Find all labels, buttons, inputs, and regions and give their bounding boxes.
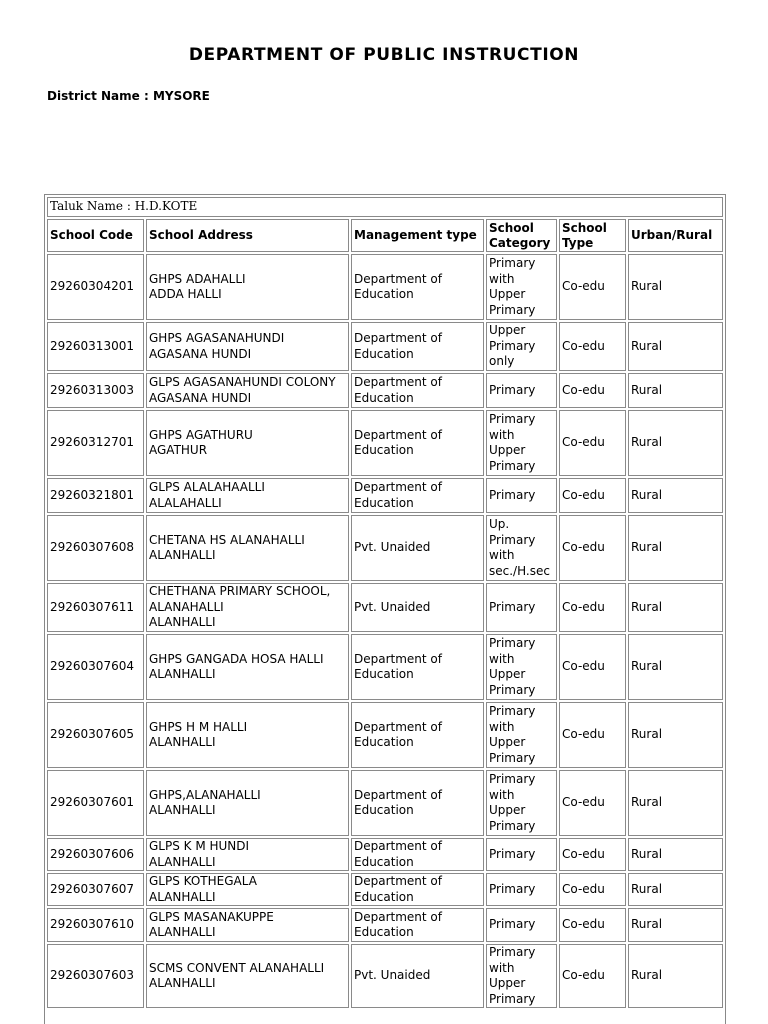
school-type-cell: Co-edu (559, 515, 626, 581)
header-management-type: Management type (351, 219, 484, 252)
school-code-cell: 29260312701 (47, 410, 144, 476)
management-type-cell: Pvt. Unaided (351, 944, 484, 1008)
management-type-cell: Pvt. Unaided (351, 515, 484, 581)
page-title: DEPARTMENT OF PUBLIC INSTRUCTION (188, 45, 580, 65)
school-code-cell: 29260307604 (47, 634, 144, 700)
management-type-cell: Department of Education (351, 873, 484, 906)
school-category-cell: Primary (486, 838, 557, 871)
village-name: ALANHALLI (149, 615, 216, 630)
school-type-cell: Co-edu (559, 410, 626, 476)
table-row (47, 770, 723, 836)
school-type-cell: Co-edu (559, 322, 626, 371)
school-code-cell: 29260307611 (47, 583, 144, 632)
village-name: ALANHALLI (149, 854, 216, 869)
school-type-cell: Co-edu (559, 908, 626, 942)
school-code-cell: 29260307603 (47, 944, 144, 1008)
school-address-cell (146, 410, 349, 476)
school-category-cell: Primary (486, 583, 557, 632)
management-type-cell: Department of Education (351, 838, 484, 871)
school-name: GLPS ALALAHAALLI (149, 480, 265, 494)
school-type-cell: Co-edu (559, 634, 626, 700)
school-code-cell: 29260321801 (47, 478, 144, 513)
school-name: GHPS ADAHALLI (149, 271, 246, 286)
school-code-cell: 29260307601 (47, 770, 144, 836)
table-row (47, 478, 723, 513)
urban-rural-cell: Rural (628, 702, 723, 768)
table-row (47, 254, 723, 320)
school-table-container (44, 194, 726, 1024)
school-category-cell: Primary (486, 373, 557, 408)
school-name: GLPS K M HUNDI (149, 839, 250, 853)
school-category-cell: Primary (486, 908, 557, 942)
school-address-cell (146, 634, 349, 700)
table-row (47, 583, 723, 632)
school-name: GHPS GANGADA HOSA HALLI (149, 651, 324, 666)
table-row (47, 838, 723, 871)
school-address-cell (146, 873, 349, 906)
school-code-cell: 29260307605 (47, 702, 144, 768)
urban-rural-cell: Rural (628, 770, 723, 836)
village-name: ALANHALLI (149, 735, 216, 749)
management-type-cell: Department of Education (351, 770, 484, 836)
urban-rural-cell: Rural (628, 908, 723, 942)
district-label: District Name : (47, 89, 153, 103)
school-type-cell: Co-edu (559, 254, 626, 320)
school-code-cell: 29260304201 (47, 254, 144, 320)
school-name: CHETHANA PRIMARY SCHOOL, ALANAHALLI (149, 584, 331, 614)
school-address-cell (146, 478, 349, 513)
urban-rural-cell: Rural (628, 515, 723, 581)
school-code-cell: 29260313003 (47, 373, 144, 408)
table-row (47, 373, 723, 408)
school-category-cell: Primary with Upper Primary (486, 770, 557, 836)
management-type-cell: Department of Education (351, 908, 484, 942)
school-name: GLPS KOTHEGALA (149, 874, 257, 888)
school-address-cell (146, 515, 349, 581)
management-type-cell: Department of Education (351, 478, 484, 513)
school-name: GLPS AGASANAHUNDI COLONY (149, 375, 336, 389)
header-school-category: School Category (486, 219, 557, 252)
school-address-cell (146, 770, 349, 836)
table-row (47, 322, 723, 371)
village-name: ALANHALLI (149, 803, 216, 817)
village-name: ADDA HALLI (149, 287, 222, 301)
district-value: MYSORE (152, 89, 210, 103)
village-name: ALALAHALLI (149, 495, 222, 510)
management-type-cell: Pvt. Unaided (351, 583, 484, 632)
urban-rural-cell: Rural (628, 944, 723, 1008)
school-address-cell (146, 908, 349, 942)
management-type-cell: Department of Education (351, 373, 484, 408)
school-code-cell: 29260307610 (47, 908, 144, 942)
table-row (47, 515, 723, 581)
village-name: ALANHALLI (149, 976, 216, 990)
urban-rural-cell: Rural (628, 373, 723, 408)
school-category-cell: Up. Primary with sec./H.sec (486, 515, 557, 581)
table-row (47, 634, 723, 700)
school-address-cell (146, 254, 349, 320)
school-name: SCMS CONVENT ALANAHALLI (149, 960, 325, 975)
taluk-row (47, 197, 723, 217)
school-type-cell: Co-edu (559, 838, 626, 871)
district-name (47, 89, 210, 103)
header-urban-rural: Urban/Rural (628, 219, 723, 252)
school-address-cell (146, 838, 349, 871)
urban-rural-cell: Rural (628, 583, 723, 632)
school-name: GLPS MASANAKUPPE (149, 909, 274, 924)
school-table (45, 195, 725, 1010)
school-address-cell (146, 583, 349, 632)
header-school-address: School Address (146, 219, 349, 252)
header-row (47, 219, 723, 252)
village-name: AGATHUR (149, 443, 208, 457)
urban-rural-cell: Rural (628, 873, 723, 906)
school-category-cell: Primary with Upper Primary (486, 944, 557, 1008)
urban-rural-cell: Rural (628, 838, 723, 871)
school-type-cell: Co-edu (559, 478, 626, 513)
school-type-cell: Co-edu (559, 873, 626, 906)
school-category-cell: Primary (486, 478, 557, 513)
table-row (47, 908, 723, 942)
village-name: ALANHALLI (149, 889, 216, 904)
school-address-cell (146, 373, 349, 408)
school-category-cell: Primary with Upper Primary (486, 634, 557, 700)
school-code-cell: 29260313001 (47, 322, 144, 371)
school-address-cell (146, 702, 349, 768)
school-name: GHPS,ALANAHALLI (149, 787, 261, 802)
school-type-cell: Co-edu (559, 583, 626, 632)
taluk-name (47, 197, 723, 217)
school-category-cell: Primary (486, 873, 557, 906)
taluk-label: Taluk Name : (50, 199, 135, 214)
village-name: ALANHALLI (149, 925, 216, 939)
school-type-cell: Co-edu (559, 702, 626, 768)
school-name: GHPS AGASANAHUNDI (149, 331, 285, 345)
school-name: GHPS H M HALLI (149, 719, 248, 734)
school-type-cell: Co-edu (559, 373, 626, 408)
village-name: AGASANA HUNDI (149, 390, 252, 405)
village-name: ALANHALLI (149, 667, 216, 681)
management-type-cell: Department of Education (351, 254, 484, 320)
school-address-cell (146, 322, 349, 371)
urban-rural-cell: Rural (628, 410, 723, 476)
taluk-value: H.D.KOTE (134, 199, 198, 214)
management-type-cell: Department of Education (351, 410, 484, 476)
table-row (47, 944, 723, 1008)
urban-rural-cell: Rural (628, 478, 723, 513)
urban-rural-cell: Rural (628, 634, 723, 700)
village-name: AGASANA HUNDI (149, 346, 252, 361)
management-type-cell: Department of Education (351, 322, 484, 371)
management-type-cell: Department of Education (351, 702, 484, 768)
school-code-cell: 29260307607 (47, 873, 144, 906)
school-category-cell: Primary with Upper Primary (486, 254, 557, 320)
table-row (47, 873, 723, 906)
school-type-cell: Co-edu (559, 770, 626, 836)
urban-rural-cell: Rural (628, 254, 723, 320)
school-category-cell: Primary with Upper Primary (486, 410, 557, 476)
header-school-type: School Type (559, 219, 626, 252)
school-category-cell: Primary with Upper Primary (486, 702, 557, 768)
management-type-cell: Department of Education (351, 634, 484, 700)
table-row (47, 410, 723, 476)
school-address-cell (146, 944, 349, 1008)
header-school-code: School Code (47, 219, 144, 252)
school-category-cell: Upper Primary only (486, 322, 557, 371)
village-name: ALANHALLI (149, 548, 216, 562)
urban-rural-cell: Rural (628, 322, 723, 371)
table-row (47, 702, 723, 768)
school-code-cell: 29260307606 (47, 838, 144, 871)
school-type-cell: Co-edu (559, 944, 626, 1008)
school-code-cell: 29260307608 (47, 515, 144, 581)
school-name: GHPS AGATHURU (149, 427, 253, 442)
school-name: CHETANA HS ALANAHALLI (149, 532, 305, 547)
